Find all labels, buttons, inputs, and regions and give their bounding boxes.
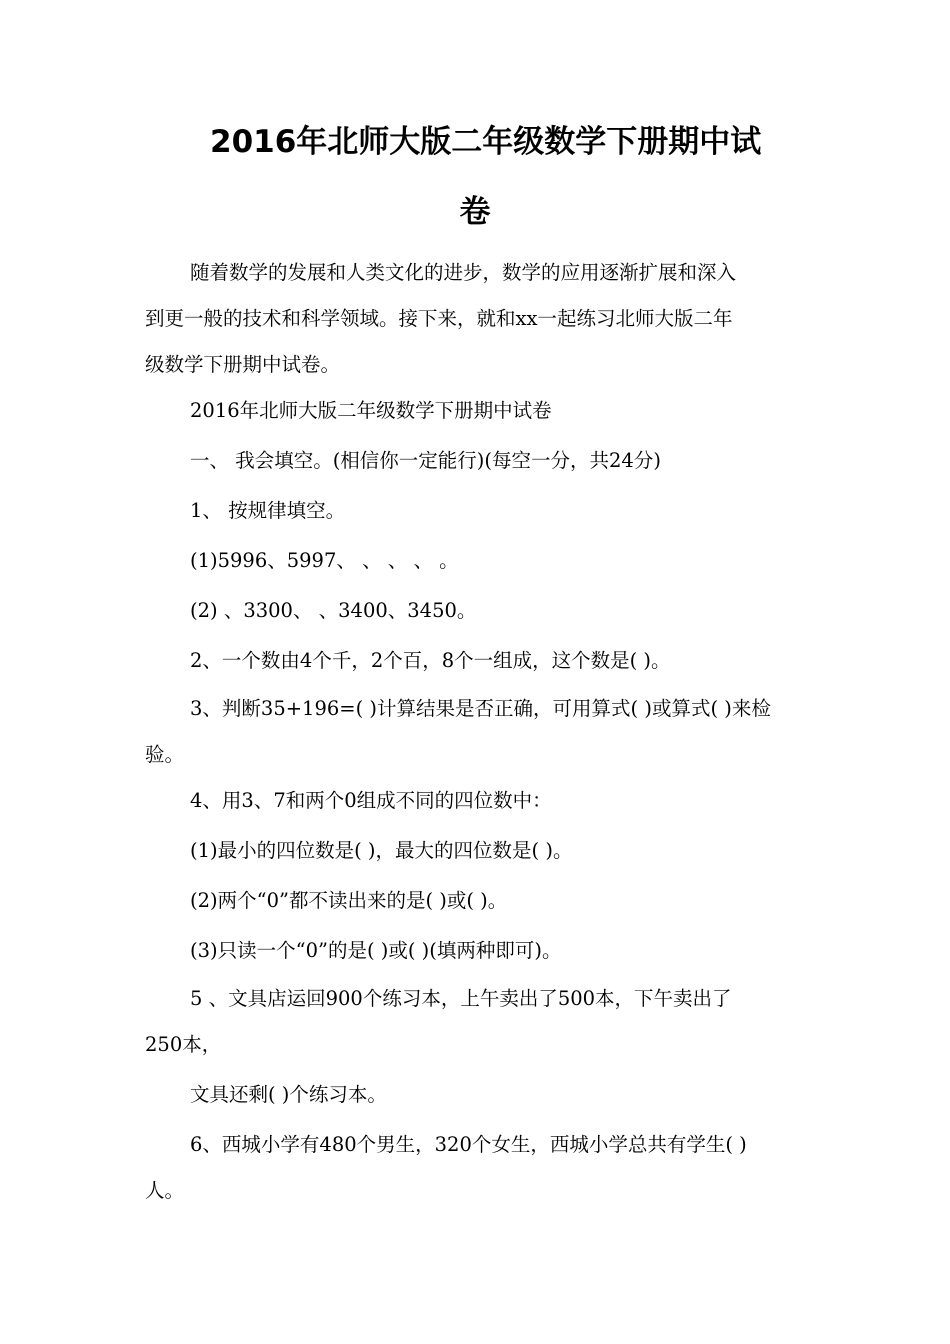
intro-paragraph-line2: 到更一般的技术和科学领域。接下来，就和xx一起练习北师大版二年 [145,307,733,330]
question-2: 2、一个数由4个千，2个百，8个一组成，这个数是( )。 [190,649,671,672]
question-6-line1: 6、西城小学有480个男生，320个女生，西城小学总共有学生( ) [190,1133,747,1156]
intro-paragraph-line3: 级数学下册期中试卷。 [145,353,341,376]
subtitle: 2016年北师大版二年级数学下册期中试卷 [190,399,552,422]
question-4-part-2: (2)两个“0”都不读出来的是( )或( )。 [190,889,508,912]
question-4-part-3: (3)只读一个“0”的是( )或( )(填两种即可)。 [190,939,562,962]
section-heading-1: 一、 我会填空。(相信你一定能行)(每空一分，共24分) [190,449,661,472]
question-1: 1、 按规律填空。 [190,499,346,522]
question-3-line1: 3、判断35+196=( )计算结果是否正确，可用算式( )或算式( )来检 [190,697,771,720]
question-3-line2: 验。 [145,743,185,766]
intro-paragraph-line1: 随着数学的发展和人类文化的进步，数学的应用逐渐扩展和深入 [190,261,737,284]
page-title-line2: 卷 [459,194,491,230]
question-6-line2: 人。 [145,1179,185,1202]
question-4-part-1: (1)最小的四位数是( )，最大的四位数是( )。 [190,839,573,862]
question-5-line1: 5 、文具店运回900个练习本，上午卖出了500本，下午卖出了 [190,987,732,1010]
question-1-part-1: (1)5996、5997、 、 、 、 。 [190,549,459,572]
question-5-line3: 文具还剩( )个练习本。 [190,1083,387,1106]
page-title-line1: 2016年北师大版二年级数学下册期中试 [210,124,762,160]
question-1-part-2: (2) 、3300、 、3400、3450。 [190,599,477,622]
question-4: 4、用3、7和两个0组成不同的四位数中： [190,789,552,812]
question-5-line2: 250本， [145,1033,222,1056]
